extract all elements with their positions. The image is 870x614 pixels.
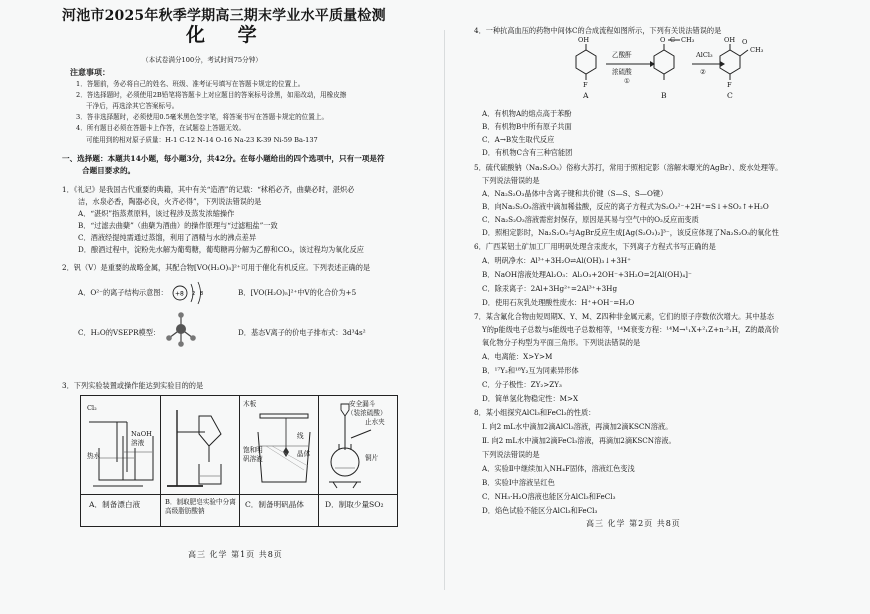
reaction-arrow-2-icon (690, 60, 726, 68)
q6-option-b: B．NaOH溶液处理Al₂O₃：Al₂O₃+2OH⁻+3H₂O=2[Al(OH)₄]⁻ (482, 270, 692, 279)
atom-label: OH (578, 36, 590, 44)
oxide-ion-diagram-icon (170, 280, 210, 306)
right-page (446, 0, 870, 614)
alum-solution-label: 饱和明矾溶液 (243, 446, 263, 463)
subject-title: 化 学 (186, 24, 270, 46)
page-footer: 高三 化学 第2页 共8页 (586, 519, 681, 528)
q5-option-c: C．Na₂S₂O₃溶液需密封保存，原因是其易与空气中的O₂反应而变质 (482, 215, 699, 224)
q4-option-b: B．有机物B中所有原子共面 (482, 122, 572, 131)
section-heading-cont: 合题目要求的。 (82, 166, 136, 175)
notice-line: 4．所有题目必须在答题卡上作答，在试题卷上答题无效。 (76, 124, 246, 132)
q4-option-d: D．有机物C含有三种官能团 (482, 148, 573, 157)
notice-line: 3．答非选择题时，必须使用0.5毫米黑色签字笔，将答案书写在答题卡规定的位置上。 (76, 113, 329, 121)
question-6-stem: 6．广西某铝土矿加工厂用明矾处理含汞废水，下列离子方程式书写正确的是 (474, 242, 716, 251)
q1-option-b: B．“过滤去曲蘖”（曲蘖为酒曲）的操作原理与“过滤粗盐”一致 (78, 221, 278, 230)
notice-title: 注意事项： (70, 67, 110, 77)
question-7-stem-cont: 氧化物分子构型为平面三角形。下列说法错误的是 (482, 338, 641, 347)
svg-text:8: 8 (200, 291, 204, 297)
q3-option-b: B．制取肥皂实验中分离高级脂肪酸钠 (165, 498, 236, 515)
q1-option-a: A．“湛炽”指蒸煮原料，该过程涉及蒸发浓缩操作 (78, 209, 235, 218)
q8-option-c: C．NH₃·H₂O溶液也能区分AlCl₃和FeCl₃ (482, 492, 616, 501)
question-7-stem: 7．某含氟化合物由短周期X、Y、M、Z四种非金属元素，它们的原子序数依次增大。其中基态 (474, 312, 774, 321)
svg-text:2: 2 (192, 291, 196, 297)
reagent-alcl3: AlCl₃ (696, 51, 713, 59)
q3-option-d: D．制取少量SO₂ (325, 500, 384, 509)
q8-option-d: D．焰色试验不能区分AlCl₃和FeCl₃ (482, 506, 598, 515)
question-8-stem: 8．某小组探究AlCl₃和FeCl₃的性质： (474, 408, 596, 417)
question-3-stem: 3．下列实验装置或操作能达到实验目的的是 (62, 381, 204, 390)
pinch-clamp-label: 止水夹 (365, 418, 385, 426)
notice-line: 1．答题前，务必将自己的姓名、班级、准考证号填写在答题卡规定的位置上。 (76, 80, 305, 88)
compound-label-b: B (661, 91, 667, 100)
wood-board-label: 木板 (243, 400, 257, 408)
q2-option-d: D．基态V离子的价电子排布式：3d³4s² (238, 328, 366, 337)
q5-option-b: B．向Na₂S₂O₃溶液中滴加稀盐酸，反应的离子方程式为S₂O₃²⁻+2H⁺=S↓+SO₂↑+H₂O (482, 202, 769, 211)
atomic-masses: 可能用到的相对原子质量：H-1 C-12 N-14 O-16 Na-23 K-39 Ni-59 Ba-137 (86, 136, 318, 144)
vsepr-model-icon (164, 312, 198, 348)
question-5-stem-cont: 下列说法错误的是 (482, 176, 540, 185)
separatory-funnel-apparatus-icon (163, 400, 237, 492)
thread-label: 线 (297, 432, 304, 440)
safety-funnel-label: 安全漏斗 (349, 400, 376, 408)
atom-label: O (660, 36, 666, 44)
compound-label-a: A (583, 91, 589, 100)
q8-prompt: 下列说法错误的是 (482, 450, 540, 459)
atom-label: OH (724, 36, 736, 44)
q1-option-c: C．酒液经提纯需通过蒸馏，利用了酒精与水的沸点差异 (78, 233, 257, 242)
q8-option-b: B．实验Ⅰ中溶液呈红色 (482, 478, 555, 487)
q1-option-d: D．酿酒过程中，淀粉先水解为葡萄糖，葡萄糖再分解为乙醇和CO₂，该过程均为氧化反应 (78, 245, 364, 254)
reagent-conc-sulfuric: 浓硫酸 (612, 68, 632, 76)
atom-label: F (583, 81, 588, 89)
q5-option-d: D．照相定影时，Na₂S₂O₃与AgBr反应生成[Ag(S₂O₃)₂]³⁻，该反应体现了Na₂S₂O₃的氧化性 (482, 228, 779, 237)
reagent-acetic-anhydride: 乙酸酐 (612, 51, 632, 59)
atom-label: C (670, 36, 676, 44)
crystal-label: 晶体 (297, 450, 311, 458)
reaction-arrow-1-icon (604, 60, 656, 68)
q8-step-1: Ⅰ. 向2 mL水中滴加2滴AlCl₃溶液，再滴加2滴KSCN溶液。 (482, 422, 673, 431)
chlorine-label: Cl₂ (87, 404, 97, 412)
question-7-stem-cont: Y的p能级电子总数与s能级电子总数相等，¹⁴M衰变方程：¹⁴M→¹₁X+²₁Z+n·²₁H，Z的最高价 (482, 325, 779, 334)
q2-option-a: A．O²⁻的离子结构示意图： (78, 288, 168, 297)
table-divider (81, 494, 397, 495)
question-1-stem: 1．《礼记》是我国古代重要的典籍，其中有关“造酒”的记载：“秫稻必齐，曲蘖必时，湛炽必 (62, 185, 355, 194)
q8-step-2: Ⅱ. 向2 mL水中滴加2滴FeCl₃溶液，再滴加2滴KSCN溶液。 (482, 436, 676, 445)
q4-option-c: C．A→B发生取代反应 (482, 135, 555, 144)
q7-option-a: A．电离能：X>Y>M (482, 352, 553, 361)
compound-label-c: C (727, 91, 733, 100)
question-1-stem-cont: 洁，水泉必香，陶器必良，火齐必得”，下列说法错误的是 (78, 197, 262, 206)
conc-sulfuric-label: （装浓硫酸） (347, 409, 387, 417)
hot-water-label: 热水 (87, 452, 101, 460)
q3-option-c: C．制备明矾晶体 (245, 500, 304, 509)
atom-label: CH₃ (750, 46, 764, 54)
page-footer: 高三 化学 第1页 共8页 (188, 550, 283, 559)
notice-line: 2．答选择题时，必须使用2B铅笔将答题卡上对应题目的答案标号涂黑，如需改动，用橡皮擦 (76, 91, 347, 99)
q7-option-c: C．分子极性：ZY₂>ZY₃ (482, 380, 562, 389)
q6-option-c: C．除汞离子：2Al+3Hg²⁺=2Al³⁺+3Hg (482, 284, 618, 293)
q6-option-d: D．使用石灰乳处理酸性废水：H⁺+OH⁻=H₂O (482, 298, 635, 307)
section-heading: 一、选择题：本题共14小题，每小题3分，共42分。在每小题给出的四个选项中，只有一项是符 (62, 154, 385, 163)
naoh-label: NaOH溶液 (131, 430, 152, 447)
q3-apparatus-table (80, 395, 398, 527)
atom-label: O (742, 38, 748, 46)
svg-text:+8: +8 (175, 290, 184, 298)
q4-option-a: A．有机物A的熔点高于苯酚 (482, 109, 572, 118)
step-two-label: ② (700, 68, 706, 76)
q8-option-a: A．实验Ⅱ中继续加入NH₄F固体，溶液红色变浅 (482, 464, 635, 473)
question-4-stem: 4．一种抗高血压的药物中间体C的合成流程如图所示，下列有关说法错误的是 (474, 26, 722, 35)
q6-option-a: A．明矾净水：Al³⁺+3H₂O⇌Al(OH)₃↓+3H⁺ (482, 256, 631, 265)
q7-option-b: B．¹⁷Y₂和¹⁸Y₂互为同素异形体 (482, 366, 579, 375)
page-divider (444, 30, 445, 590)
step-one-label: ① (624, 77, 630, 85)
q2-option-b: B．[VO(H₂O)₅]²⁺中V的化合价为+5 (238, 288, 357, 297)
q5-option-a: A．Na₂S₂O₃晶体中含离子键和共价键（S—S、S—O键） (482, 189, 668, 198)
copper-label: 铜片 (365, 454, 379, 462)
exam-info: （本试卷满分100分，考试时间75分钟） (142, 56, 262, 64)
exam-title: 河池市2025年秋季学期高三期末学业水平质量检测 (62, 8, 386, 24)
atom-label: CH₃ (681, 36, 695, 44)
q3-option-a: A．制备漂白液 (89, 500, 141, 509)
atom-label: F (727, 81, 732, 89)
question-5-stem: 5．硫代硫酸钠（Na₂S₂O₃）俗称大苏打，常用于照相定影（溶解未曝光的AgBr）、废水处理等。 (474, 163, 783, 172)
q7-option-d: D．简单氢化物稳定性：M>X (482, 394, 579, 403)
question-2-stem: 2．钒（V）是重要的战略金属，其配合物[VO(H₂O)₅]²⁺可用于催化有机反应。下列表述正确的是 (62, 263, 371, 272)
notice-line: 干净后，再选涂其它答案标号。 (86, 102, 179, 110)
q2-option-c: C．H₂O的VSEPR模型： (78, 328, 161, 337)
